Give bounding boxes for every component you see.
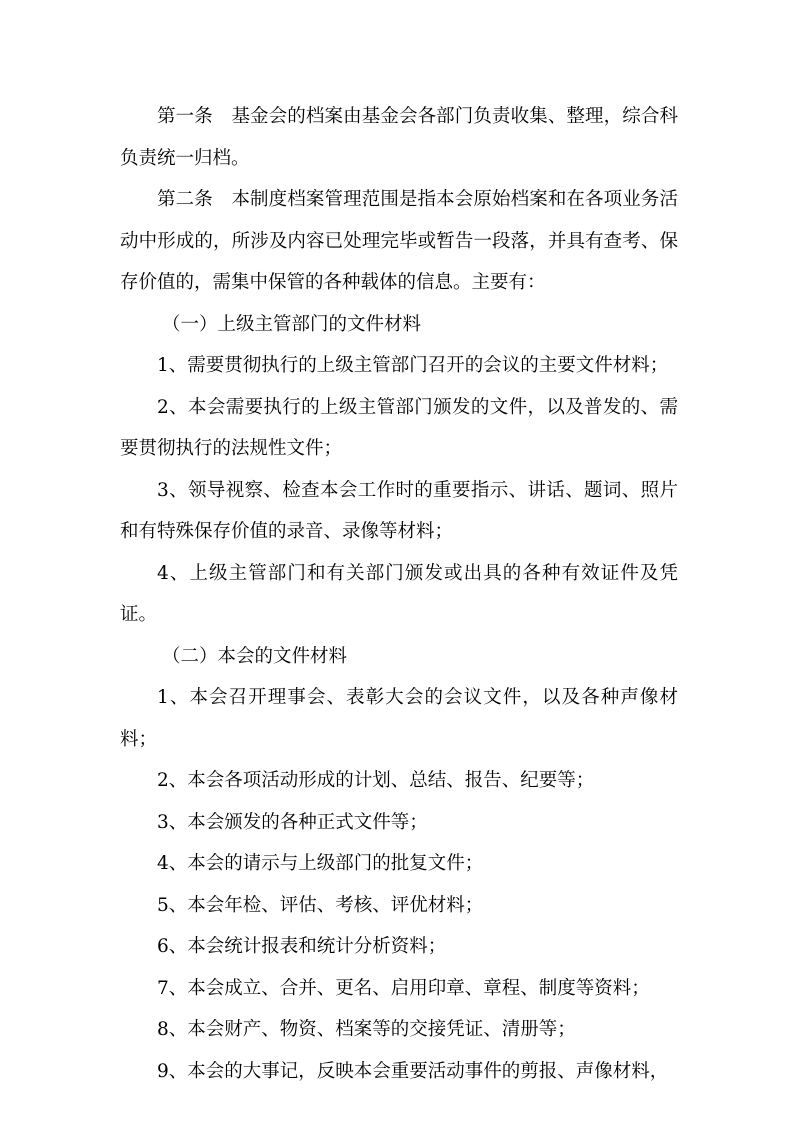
list-item: 1、本会召开理事会、表彰大会的会议文件，以及各种声像材料； [120, 687, 678, 750]
list-item: 4、本会的请示与上级部门的批复文件； [157, 853, 484, 874]
list-item: 5、本会年检、评估、考核、评优材料； [157, 894, 484, 916]
list-item: 4、上级主管部门和有关部门颁发或出具的各种有效证件及凭证。 [120, 562, 678, 625]
section-heading-1: （一）上级主管部门的文件材料 [162, 313, 422, 335]
list-item: 3、领导视察、检查本会工作时的重要指示、讲话、题词、照片和有特殊保存价值的录音、录像等材料； [120, 479, 678, 542]
section-heading-2: （二）本会的文件材料 [162, 645, 348, 667]
list-item: 3、本会颁发的各种正式文件等； [157, 811, 428, 833]
article-1: 第一条 基金会的档案由基金会各部门负责收集、整理，综合科负责统一归档。 [120, 106, 678, 169]
list-item: 2、本会需要执行的上级主管部门颁发的文件，以及普发的、需要贯彻执行的法规性文件； [120, 396, 678, 459]
document-body [120, 96, 678, 1092]
list-item: 2、本会各项活动形成的计划、总结、报告、纪要等； [157, 770, 595, 791]
list-item: 9、本会的大事记，反映本会重要活动事件的剪报、声像材料， [157, 1060, 669, 1082]
article-2: 第二条 本制度档案管理范围是指本会原始档案和在各项业务活动中形成的，所涉及内容已处理完毕或暂告一段落，并具有查考、保存价值的，需集中保管的各种载体的信息。主要有： [120, 189, 678, 293]
list-item: 8、本会财产、物资、档案等的交接凭证、清册等； [157, 1019, 576, 1040]
list-item: 1、需要贯彻执行的上级主管部门召开的会议的主要文件材料； [157, 355, 669, 376]
list-item: 6、本会统计报表和统计分析资料； [157, 936, 447, 957]
list-item: 7、本会成立、合并、更名、启用印章、章程、制度等资料； [157, 977, 650, 999]
